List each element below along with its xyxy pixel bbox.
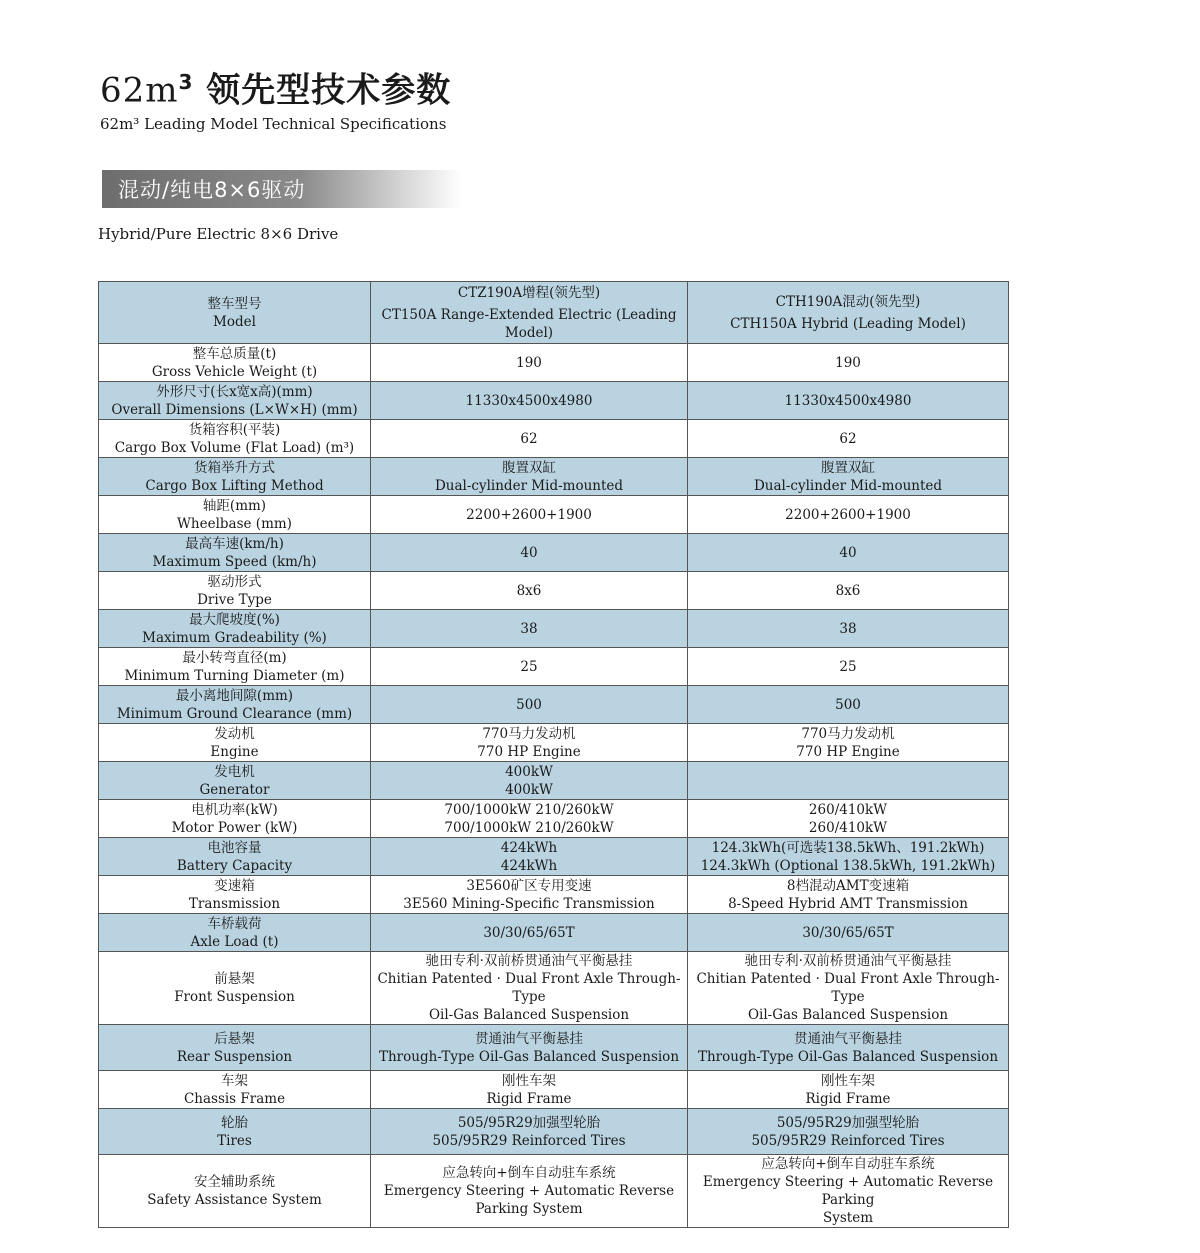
param-cell bbox=[99, 1025, 371, 1071]
param-cell bbox=[99, 420, 371, 458]
value-line: 124.3kWh(可选装138.5kWh、191.2kWh) bbox=[711, 839, 985, 856]
table-row bbox=[99, 686, 1009, 724]
value-line: 38 bbox=[520, 620, 538, 637]
value-line: 505/95R29加强型轮胎 bbox=[776, 1114, 920, 1131]
header-model1-cell bbox=[371, 282, 688, 344]
param-cell bbox=[99, 686, 371, 724]
param-label-en: Rear Suspension bbox=[176, 1048, 293, 1065]
title-superscript: 3 bbox=[178, 70, 194, 94]
param-label-zh: 整车总质量(t) bbox=[192, 345, 277, 362]
value-cell-model1 bbox=[371, 534, 688, 572]
value-cell-model2 bbox=[688, 610, 1009, 648]
param-cell bbox=[99, 724, 371, 762]
param-cell bbox=[99, 762, 371, 800]
table-row bbox=[99, 1071, 1009, 1109]
value-line: 260/410kW bbox=[808, 801, 888, 818]
value-cell-model1 bbox=[371, 1109, 688, 1155]
value-line: 驰田专利·双前桥贯通油气平衡悬挂 bbox=[425, 953, 633, 969]
value-cell-model2 bbox=[688, 420, 1009, 458]
value-line: 应急转向+倒车自动驻车系统 bbox=[442, 1165, 616, 1181]
value-line: 刚性车架 bbox=[502, 1072, 556, 1089]
value-line: 505/95R29 Reinforced Tires bbox=[751, 1132, 945, 1149]
param-label-zh: 发电机 bbox=[214, 763, 255, 780]
table-row bbox=[99, 648, 1009, 686]
value-line: 30/30/65/65T bbox=[802, 924, 894, 941]
value-line: 3E560 Mining-Specific Transmission bbox=[403, 895, 655, 912]
value-line: 刚性车架 bbox=[821, 1072, 875, 1089]
value-cell-model2 bbox=[688, 724, 1009, 762]
param-label-en: Generator bbox=[199, 781, 270, 798]
param-label-en: Engine bbox=[210, 743, 259, 760]
value-cell-model1 bbox=[371, 382, 688, 420]
param-cell bbox=[99, 1155, 371, 1228]
table-row bbox=[99, 496, 1009, 534]
value-cell-model1 bbox=[371, 1155, 688, 1228]
table-row bbox=[99, 914, 1009, 952]
param-label-en: Motor Power (kW) bbox=[171, 819, 298, 836]
value-cell-model2 bbox=[688, 1071, 1009, 1109]
param-label-en: Battery Capacity bbox=[176, 857, 293, 874]
title-zh-text: 领先型技术参数 bbox=[193, 70, 452, 111]
param-label-en: Axle Load (t) bbox=[190, 933, 279, 950]
page-subtitle: 62m³ Leading Model Technical Specifications bbox=[100, 115, 447, 133]
param-cell bbox=[99, 1071, 371, 1109]
param-label-zh: 电池容量 bbox=[207, 839, 262, 856]
value-line: Oil-Gas Balanced Suspension bbox=[428, 1007, 630, 1023]
value-cell-model1 bbox=[371, 344, 688, 382]
table-row bbox=[99, 838, 1009, 876]
param-cell bbox=[99, 458, 371, 496]
value-cell-model2 bbox=[688, 572, 1009, 610]
param-label-zh: 驱动形式 bbox=[207, 573, 262, 590]
value-line: Dual-cylinder Mid-mounted bbox=[753, 477, 943, 494]
param-cell bbox=[99, 496, 371, 534]
value-line: 贯通油气平衡悬挂 bbox=[794, 1030, 902, 1047]
param-label-en: Minimum Ground Clearance (mm) bbox=[116, 705, 353, 722]
param-label-zh: 电机功率(kW) bbox=[191, 801, 278, 818]
header-model2-en: CTH150A Hybrid (Leading Model) bbox=[730, 315, 966, 332]
header-model2-cell bbox=[688, 282, 1009, 344]
value-line: Parking System bbox=[475, 1201, 583, 1217]
value-cell-model2 bbox=[688, 686, 1009, 724]
value-cell-model2 bbox=[688, 648, 1009, 686]
value-cell-model1 bbox=[371, 1025, 688, 1071]
param-cell bbox=[99, 344, 371, 382]
param-cell bbox=[99, 838, 371, 876]
value-line: 770 HP Engine bbox=[477, 743, 581, 760]
param-label-zh: 安全辅助系统 bbox=[194, 1174, 275, 1190]
value-line: 2200+2600+1900 bbox=[466, 506, 592, 523]
value-line: 贯通油气平衡悬挂 bbox=[475, 1030, 583, 1047]
param-label-en: Drive Type bbox=[197, 591, 272, 608]
value-line: Rigid Frame bbox=[805, 1090, 891, 1107]
param-cell bbox=[99, 876, 371, 914]
value-line: 3E560矿区专用变速 bbox=[466, 877, 592, 894]
value-line: 62 bbox=[520, 430, 538, 447]
value-cell-model2 bbox=[688, 344, 1009, 382]
value-cell-model1 bbox=[371, 1071, 688, 1109]
value-line: 腹置双缸 bbox=[502, 459, 556, 476]
value-cell-model2 bbox=[688, 382, 1009, 420]
table-row bbox=[99, 1155, 1009, 1228]
header-param-zh: 整车型号 bbox=[207, 295, 262, 312]
param-label-en: Gross Vehicle Weight (t) bbox=[151, 363, 318, 380]
param-label-en: Chassis Frame bbox=[183, 1090, 286, 1107]
value-line: 770马力发动机 bbox=[482, 725, 576, 742]
table-row bbox=[99, 1025, 1009, 1071]
param-label-zh: 最小离地间隙(mm) bbox=[175, 687, 294, 704]
value-line: 424kWh bbox=[500, 857, 558, 874]
value-line: 500 bbox=[835, 696, 861, 713]
param-label-zh: 轴距(mm) bbox=[202, 497, 267, 514]
value-line: Oil-Gas Balanced Suspension bbox=[747, 1007, 949, 1023]
value-line: 2200+2600+1900 bbox=[785, 506, 911, 523]
table-row bbox=[99, 724, 1009, 762]
param-label-zh: 车架 bbox=[221, 1072, 248, 1089]
value-line: 25 bbox=[839, 658, 857, 675]
value-cell-model1 bbox=[371, 648, 688, 686]
value-line: 30/30/65/65T bbox=[483, 924, 575, 941]
table-row bbox=[99, 762, 1009, 800]
param-label-en: Maximum Speed (km/h) bbox=[152, 553, 317, 570]
param-label-zh: 最高车速(km/h) bbox=[185, 535, 284, 552]
param-label-en: Maximum Gradeability (%) bbox=[142, 629, 327, 646]
table-row bbox=[99, 420, 1009, 458]
value-line: 应急转向+倒车自动驻车系统 bbox=[761, 1156, 935, 1172]
value-line: 500 bbox=[516, 696, 542, 713]
table-row bbox=[99, 458, 1009, 496]
value-line: Chitian Patented · Dual Front Axle Through-Type bbox=[377, 971, 681, 1005]
value-cell-model1 bbox=[371, 800, 688, 838]
value-line: 38 bbox=[839, 620, 857, 637]
value-line: 8档混动AMT变速箱 bbox=[786, 877, 910, 894]
param-cell bbox=[99, 382, 371, 420]
value-cell-model2 bbox=[688, 1109, 1009, 1155]
param-label-en: Front Suspension bbox=[174, 989, 295, 1005]
table-row bbox=[99, 534, 1009, 572]
table-row bbox=[99, 800, 1009, 838]
page-title bbox=[100, 58, 451, 114]
value-cell-model1 bbox=[371, 914, 688, 952]
value-line: 700/1000kW 210/260kW bbox=[444, 801, 614, 818]
section-subtitle: Hybrid/Pure Electric 8×6 Drive bbox=[98, 225, 339, 243]
param-cell bbox=[99, 800, 371, 838]
value-line: Chitian Patented · Dual Front Axle Through-Type bbox=[696, 971, 1000, 1005]
header-model2-zh: CTH190A混动(领先型) bbox=[775, 293, 921, 310]
value-cell-model2 bbox=[688, 458, 1009, 496]
header-model1-en: CT150A Range-Extended Electric (Leading Model) bbox=[381, 306, 677, 341]
table-header-row bbox=[99, 282, 1009, 344]
value-cell-model1 bbox=[371, 762, 688, 800]
value-cell-model1 bbox=[371, 686, 688, 724]
value-line: 腹置双缸 bbox=[821, 459, 875, 476]
param-label-zh: 车桥载荷 bbox=[207, 915, 262, 932]
value-cell-model1 bbox=[371, 876, 688, 914]
value-line: 700/1000kW 210/260kW bbox=[444, 819, 614, 836]
header-param-cell bbox=[99, 282, 371, 344]
value-line: 124.3kWh (Optional 138.5kWh, 191.2kWh) bbox=[700, 857, 996, 874]
value-line: Through-Type Oil-Gas Balanced Suspension bbox=[378, 1048, 680, 1065]
value-cell-model2 bbox=[688, 1155, 1009, 1228]
value-cell-model1 bbox=[371, 496, 688, 534]
param-cell bbox=[99, 952, 371, 1025]
value-line: 424kWh bbox=[500, 839, 558, 856]
value-line: Emergency Steering + Automatic Reverse bbox=[383, 1183, 675, 1199]
value-cell-model2 bbox=[688, 534, 1009, 572]
value-line: 40 bbox=[520, 544, 538, 561]
section-band-label: 混动/纯电8×6驱动 bbox=[118, 178, 306, 202]
value-line: Emergency Steering + Automatic Reverse Parking bbox=[702, 1174, 994, 1208]
value-line: 400kW bbox=[505, 781, 553, 798]
param-label-zh: 发动机 bbox=[214, 725, 255, 742]
table-row bbox=[99, 610, 1009, 648]
value-cell-model1 bbox=[371, 952, 688, 1025]
table-row bbox=[99, 1109, 1009, 1155]
param-label-zh: 后悬架 bbox=[214, 1030, 255, 1047]
value-cell-model2 bbox=[688, 800, 1009, 838]
value-cell-model1 bbox=[371, 610, 688, 648]
param-cell bbox=[99, 534, 371, 572]
param-label-en: Minimum Turning Diameter (m) bbox=[124, 667, 345, 684]
value-line: 770 HP Engine bbox=[796, 743, 900, 760]
value-cell-model2 bbox=[688, 1025, 1009, 1071]
param-label-zh: 轮胎 bbox=[221, 1114, 248, 1131]
param-cell bbox=[99, 610, 371, 648]
header-param-en: Model bbox=[213, 313, 256, 330]
value-line: 770马力发动机 bbox=[801, 725, 895, 742]
value-line: Dual-cylinder Mid-mounted bbox=[434, 477, 624, 494]
table-row bbox=[99, 876, 1009, 914]
param-label-en: Overall Dimensions (L×W×H) (mm) bbox=[111, 401, 358, 418]
spec-table bbox=[98, 281, 1009, 1228]
value-cell-model2 bbox=[688, 496, 1009, 534]
value-line: 190 bbox=[516, 354, 542, 371]
param-cell bbox=[99, 914, 371, 952]
value-line: 驰田专利·双前桥贯通油气平衡悬挂 bbox=[744, 953, 952, 969]
param-label-en: Wheelbase (mm) bbox=[177, 515, 292, 532]
param-label-zh: 变速箱 bbox=[214, 877, 255, 894]
param-cell bbox=[99, 572, 371, 610]
value-cell-model1 bbox=[371, 838, 688, 876]
value-cell-model2 bbox=[688, 952, 1009, 1025]
value-line: 40 bbox=[839, 544, 857, 561]
value-line: 62 bbox=[839, 430, 857, 447]
title-prefix: 62m bbox=[100, 70, 179, 111]
value-cell-model2 bbox=[688, 838, 1009, 876]
value-line: 505/95R29加强型轮胎 bbox=[457, 1114, 601, 1131]
value-cell-model1 bbox=[371, 420, 688, 458]
param-cell bbox=[99, 648, 371, 686]
param-label-en: Transmission bbox=[188, 895, 281, 912]
value-line: 190 bbox=[835, 354, 861, 371]
value-line: 11330x4500x4980 bbox=[784, 392, 912, 409]
value-cell-model1 bbox=[371, 724, 688, 762]
value-line: Rigid Frame bbox=[486, 1090, 572, 1107]
param-label-zh: 最大爬坡度(%) bbox=[189, 611, 280, 628]
value-cell-model1 bbox=[371, 572, 688, 610]
param-label-zh: 最小转弯直径(m) bbox=[182, 649, 287, 666]
table-row bbox=[99, 382, 1009, 420]
param-label-en: Tires bbox=[217, 1132, 252, 1149]
table-row bbox=[99, 572, 1009, 610]
value-line: System bbox=[822, 1210, 874, 1226]
value-line: 8x6 bbox=[516, 582, 542, 599]
value-line: 400kW bbox=[505, 763, 553, 780]
value-line: 260/410kW bbox=[808, 819, 888, 836]
value-line: 25 bbox=[520, 658, 538, 675]
value-line: 8x6 bbox=[835, 582, 861, 599]
param-label-en: Safety Assistance System bbox=[147, 1192, 322, 1208]
header-model1-zh: CTZ190A增程(领先型) bbox=[457, 284, 601, 301]
param-label-zh: 货箱容积(平装) bbox=[188, 421, 281, 438]
param-label-zh: 前悬架 bbox=[214, 971, 255, 987]
value-line: 8-Speed Hybrid AMT Transmission bbox=[728, 895, 968, 912]
value-cell-model2 bbox=[688, 876, 1009, 914]
param-label-en: Cargo Box Lifting Method bbox=[145, 477, 324, 494]
value-cell-model2 bbox=[688, 762, 1009, 800]
value-cell-model2 bbox=[688, 914, 1009, 952]
value-line: 11330x4500x4980 bbox=[465, 392, 593, 409]
table-row bbox=[99, 952, 1009, 1025]
param-label-zh: 外形尺寸(长x宽x高)(mm) bbox=[156, 383, 313, 400]
value-line: 505/95R29 Reinforced Tires bbox=[432, 1132, 626, 1149]
param-cell bbox=[99, 1109, 371, 1155]
table-row bbox=[99, 344, 1009, 382]
param-label-en: Cargo Box Volume (Flat Load) (m³) bbox=[114, 439, 355, 456]
value-line: Through-Type Oil-Gas Balanced Suspension bbox=[697, 1048, 999, 1065]
value-cell-model1 bbox=[371, 458, 688, 496]
param-label-zh: 货箱举升方式 bbox=[194, 459, 275, 476]
